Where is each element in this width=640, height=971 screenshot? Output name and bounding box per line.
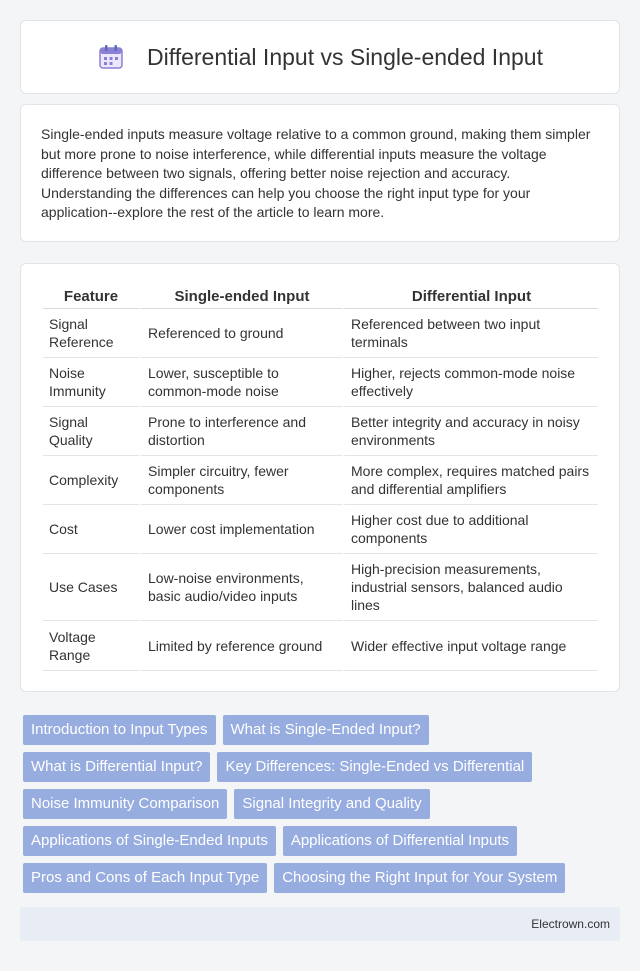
tag-link[interactable]: What is Differential Input? xyxy=(23,752,210,782)
column-header-differential: Differential Input xyxy=(342,284,598,309)
tag-link[interactable]: Pros and Cons of Each Input Type xyxy=(23,863,267,893)
calendar-icon xyxy=(97,43,125,71)
table-row xyxy=(43,621,598,671)
topic-tags xyxy=(23,715,623,900)
tag-link[interactable]: What is Single-Ended Input? xyxy=(223,715,429,745)
intro-card xyxy=(20,104,620,242)
cell-differential: Higher cost due to additional components xyxy=(342,505,598,554)
tag-link[interactable]: Choosing the Right Input for Your System xyxy=(274,863,565,893)
cell-single: Limited by reference ground xyxy=(139,621,342,671)
tag-link[interactable]: Noise Immunity Comparison xyxy=(23,789,227,819)
footer-site-name[interactable]: Electrown.com xyxy=(531,917,610,931)
cell-feature: Signal Quality xyxy=(43,407,139,456)
table-row xyxy=(43,456,598,505)
cell-differential: Wider effective input voltage range xyxy=(342,621,598,671)
tag-row xyxy=(23,752,623,782)
table-row xyxy=(43,554,598,621)
cell-feature: Noise Immunity xyxy=(43,358,139,407)
cell-feature: Use Cases xyxy=(43,554,139,621)
cell-differential: High-precision measurements, industrial sensors, balanced audio lines xyxy=(342,554,598,621)
table-header-row xyxy=(43,284,598,309)
cell-differential: Higher, rejects common-mode noise effectively xyxy=(342,358,598,407)
cell-differential: Referenced between two input terminals xyxy=(342,309,598,358)
cell-feature: Voltage Range xyxy=(43,621,139,671)
cell-differential: Better integrity and accuracy in noisy environments xyxy=(342,407,598,456)
cell-single: Lower cost implementation xyxy=(139,505,342,554)
tag-row xyxy=(23,826,623,856)
title-card xyxy=(20,20,620,94)
cell-single: Referenced to ground xyxy=(139,309,342,358)
tag-row xyxy=(23,863,623,893)
column-header-feature: Feature xyxy=(43,284,139,309)
table-row xyxy=(43,407,598,456)
tag-link[interactable]: Signal Integrity and Quality xyxy=(234,789,429,819)
tag-link[interactable]: Key Differences: Single-Ended vs Differential xyxy=(217,752,532,782)
page-title: Differential Input vs Single-ended Input xyxy=(147,43,543,70)
comparison-table xyxy=(43,284,598,671)
cell-single: Prone to interference and distortion xyxy=(139,407,342,456)
intro-paragraph: Single-ended inputs measure voltage relative to a common ground, making them simpler but more prone to noise interference, while differential inputs measure the voltage difference between two signals, offering better noise rejection and accuracy. Understanding the differences can help you choose the right input type for your application--explore the rest of the article to learn more. xyxy=(41,126,591,220)
tag-row xyxy=(23,789,623,819)
cell-feature: Signal Reference xyxy=(43,309,139,358)
cell-single: Low-noise environments, basic audio/video inputs xyxy=(139,554,342,621)
column-header-single: Single-ended Input xyxy=(139,284,342,309)
cell-single: Lower, susceptible to common-mode noise xyxy=(139,358,342,407)
tag-link[interactable]: Applications of Differential Inputs xyxy=(283,826,517,856)
tag-link[interactable]: Introduction to Input Types xyxy=(23,715,216,745)
comparison-card xyxy=(20,263,620,692)
tag-link[interactable]: Applications of Single-Ended Inputs xyxy=(23,826,276,856)
cell-feature: Complexity xyxy=(43,456,139,505)
table-row xyxy=(43,309,598,358)
table-row xyxy=(43,505,598,554)
table-row xyxy=(43,358,598,407)
cell-single: Simpler circuitry, fewer components xyxy=(139,456,342,505)
cell-differential: More complex, requires matched pairs and differential amplifiers xyxy=(342,456,598,505)
tag-row xyxy=(23,715,623,745)
cell-feature: Cost xyxy=(43,505,139,554)
footer xyxy=(20,907,620,941)
